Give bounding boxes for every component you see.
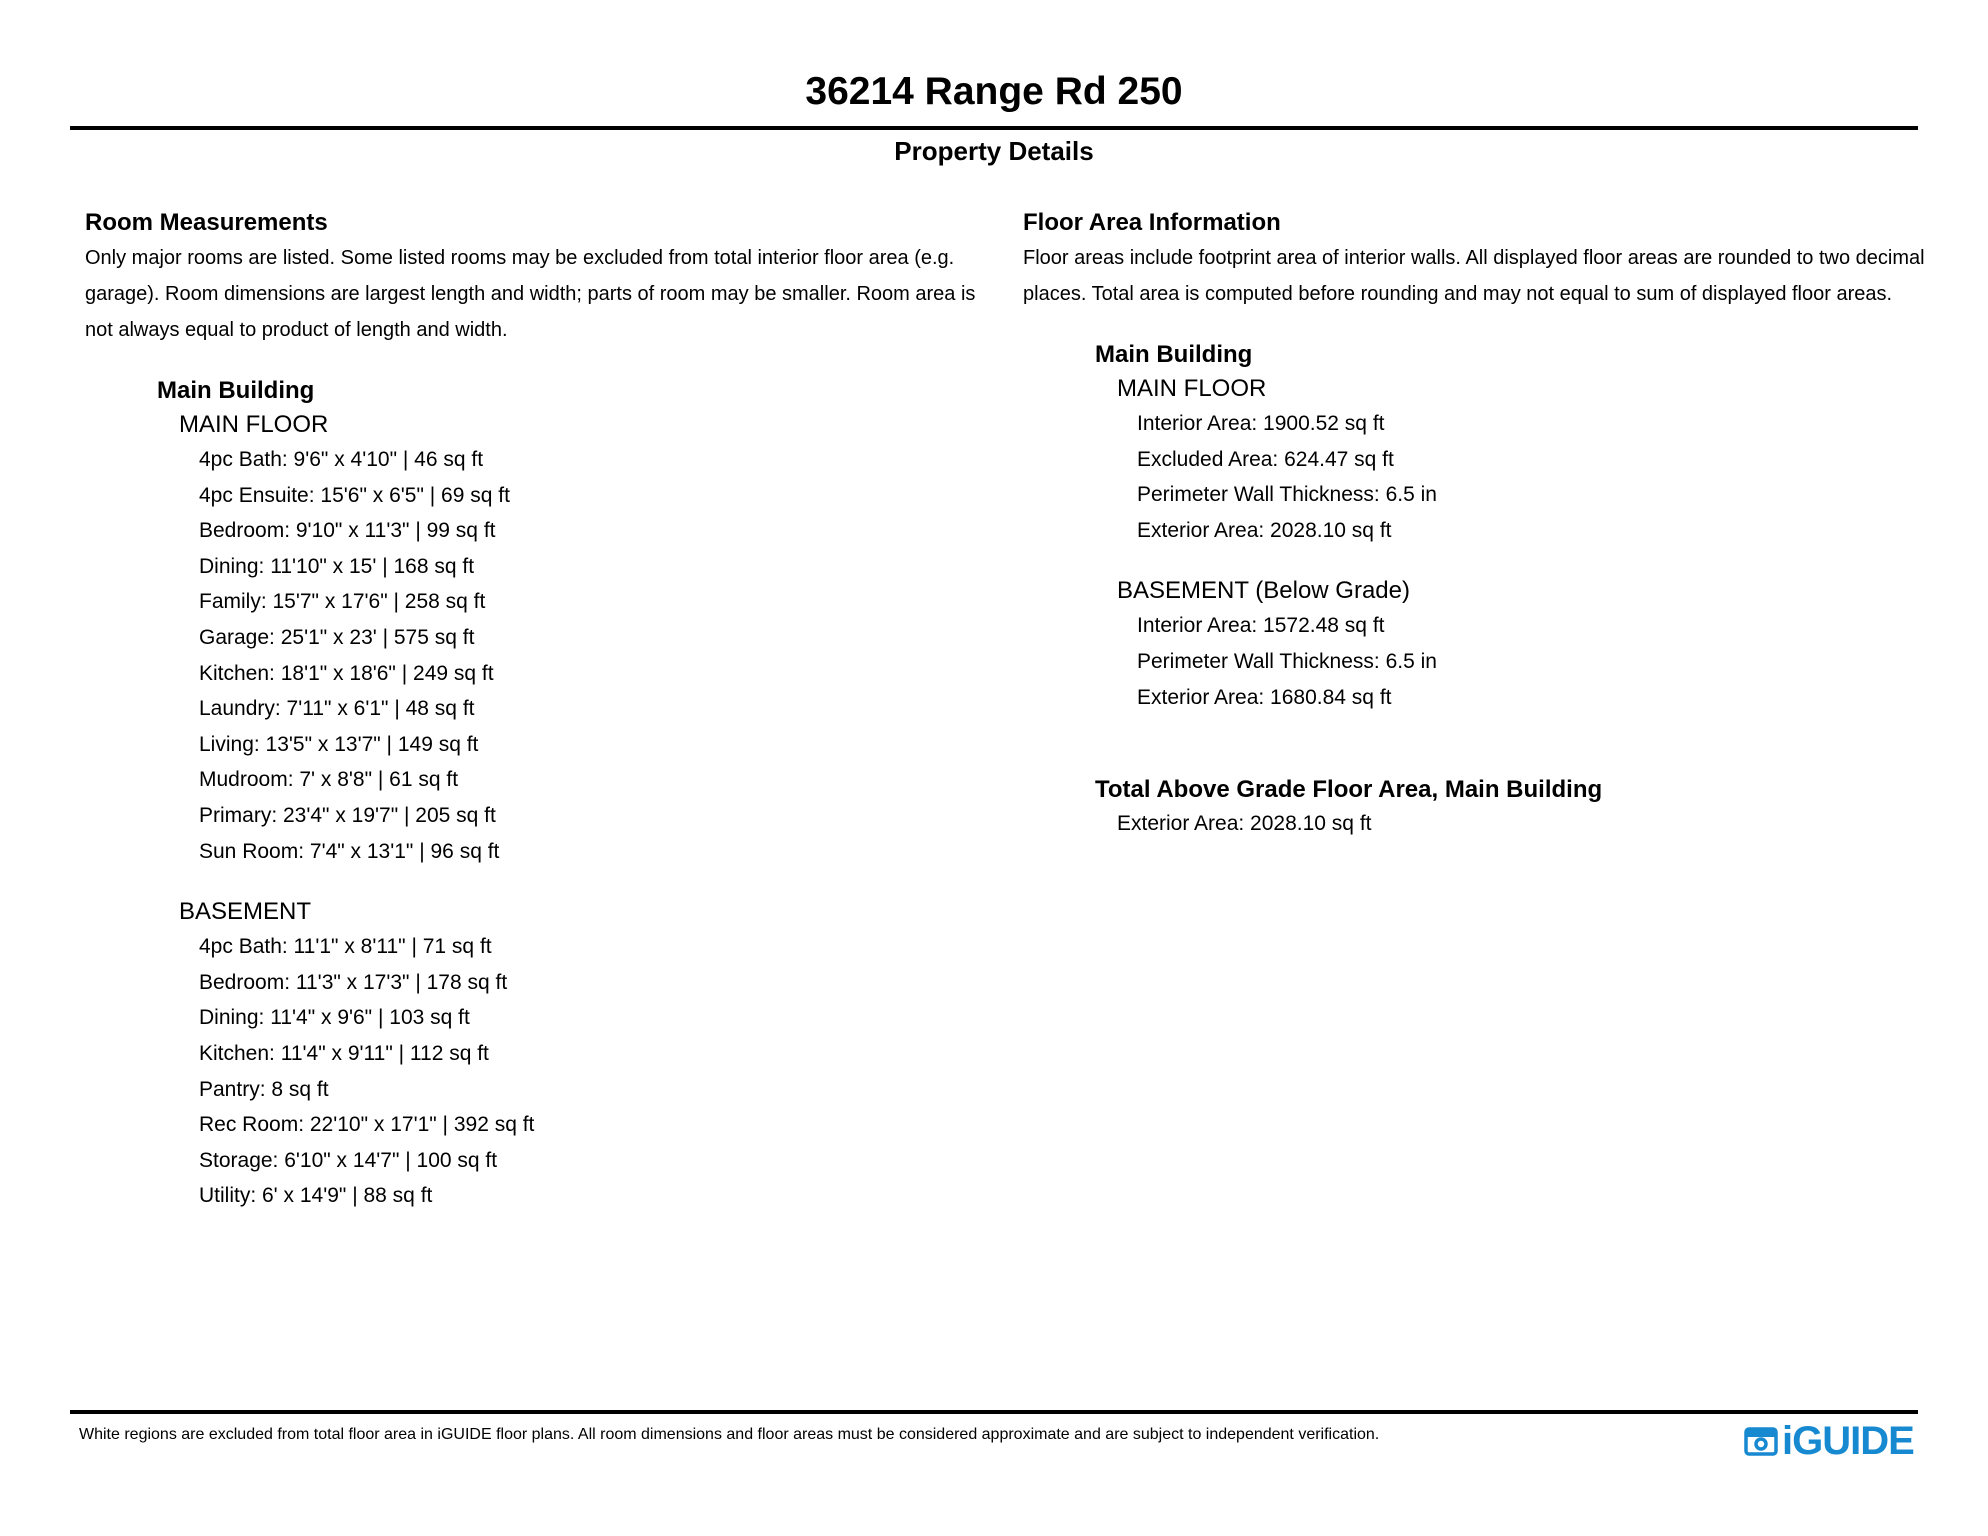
area-basement-group [1117, 574, 1933, 715]
room-item: Living: 13'5" x 13'7" | 149 sq ft [199, 732, 479, 756]
room-item: Primary: 23'4" x 19'7" | 205 sq ft [199, 803, 496, 827]
room-main-floor-title: MAIN FLOOR [179, 411, 329, 438]
room-item: Kitchen: 11'4" x 9'11" | 112 sq ft [199, 1041, 489, 1065]
iguide-logo [1744, 1418, 1914, 1464]
room-item: Bedroom: 11'3" x 17'3" | 178 sq ft [199, 970, 508, 994]
area-item: Exterior Area: 2028.10 sq ft [1137, 518, 1392, 542]
room-item: Family: 15'7" x 17'6" | 258 sq ft [199, 590, 486, 614]
area-item: Perimeter Wall Thickness: 6.5 in [1137, 649, 1437, 673]
room-measurements-section [85, 206, 985, 1214]
room-item: Mudroom: 7' x 8'8" | 61 sq ft [199, 768, 459, 792]
room-main-floor-group [179, 408, 985, 869]
room-measurements-heading: Room Measurements [85, 209, 328, 236]
area-item: Excluded Area: 624.47 sq ft [1137, 447, 1394, 471]
room-item: 4pc Bath: 9'6" x 4'10" | 46 sq ft [199, 448, 484, 471]
area-item: Perimeter Wall Thickness: 6.5 in [1137, 483, 1437, 507]
room-measurements-intro: Only major rooms are listed. Some listed rooms may be excluded from total interior floor area (e.g. garage). Room dimensions are largest length and width; parts of room may be smaller. Room area is not always equal to product of length and width. [85, 247, 976, 341]
room-item: 4pc Ensuite: 15'6" x 6'5" | 69 sq ft [199, 483, 510, 507]
floor-area-section [1023, 206, 1933, 841]
area-main-floor-title: MAIN FLOOR [1117, 375, 1267, 402]
room-item: Pantry: 8 sq ft [199, 1077, 329, 1101]
room-item: Bedroom: 9'10" x 11'3" | 99 sq ft [199, 519, 496, 543]
room-building-title: Main Building [157, 377, 315, 404]
area-item: Exterior Area: 1680.84 sq ft [1137, 685, 1392, 709]
floor-area-heading: Floor Area Information [1023, 209, 1281, 236]
page-subtitle: Property Details [894, 136, 1094, 166]
room-item: Utility: 6' x 14'9" | 88 sq ft [199, 1184, 433, 1208]
room-item: 4pc Bath: 11'1" x 8'11" | 71 sq ft [199, 935, 492, 959]
area-item: Interior Area: 1572.48 sq ft [1137, 614, 1385, 638]
header-divider [70, 126, 1918, 130]
room-item: Dining: 11'10" x 15' | 168 sq ft [199, 554, 475, 578]
area-main-floor-group [1117, 372, 1933, 548]
room-item: Rec Room: 22'10" x 17'1" | 392 sq ft [199, 1113, 535, 1137]
room-building-group [157, 374, 985, 1214]
floor-area-intro: Floor areas include footprint area of interior walls. All displayed floor areas are rounded to two decimal places. Total area is computed before rounding and may not equal to sum of displayed floor areas. [1023, 247, 1925, 305]
room-basement-group [179, 895, 985, 1214]
camera-icon [1744, 1424, 1778, 1458]
area-building-title: Main Building [1095, 341, 1253, 368]
room-item: Garage: 25'1" x 23' | 575 sq ft [199, 625, 475, 649]
total-area-value: Exterior Area: 2028.10 sq ft [1117, 812, 1372, 836]
room-item: Storage: 6'10" x 14'7" | 100 sq ft [199, 1148, 498, 1172]
logo-text: iGUIDE [1782, 1418, 1914, 1463]
area-item: Interior Area: 1900.52 sq ft [1137, 412, 1385, 435]
page-title: 36214 Range Rd 250 [805, 70, 1183, 113]
footer-disclaimer: White regions are excluded from total floor area in iGUIDE floor plans. All room dimensions and floor areas must be considered approximate and are subject to independent verification. [79, 1426, 1380, 1443]
room-basement-title: BASEMENT [179, 898, 312, 926]
room-item: Kitchen: 18'1" x 18'6" | 249 sq ft [199, 661, 494, 685]
area-building-group [1095, 338, 1933, 841]
room-item: Dining: 11'4" x 9'6" | 103 sq ft [199, 1006, 470, 1030]
total-area-heading: Total Above Grade Floor Area, Main Building [1095, 776, 1603, 804]
room-item: Laundry: 7'11" x 6'1" | 48 sq ft [199, 697, 475, 721]
room-item: Sun Room: 7'4" x 13'1" | 96 sq ft [199, 839, 500, 863]
area-basement-title: BASEMENT (Below Grade) [1117, 577, 1410, 605]
footer-divider [70, 1410, 1918, 1414]
